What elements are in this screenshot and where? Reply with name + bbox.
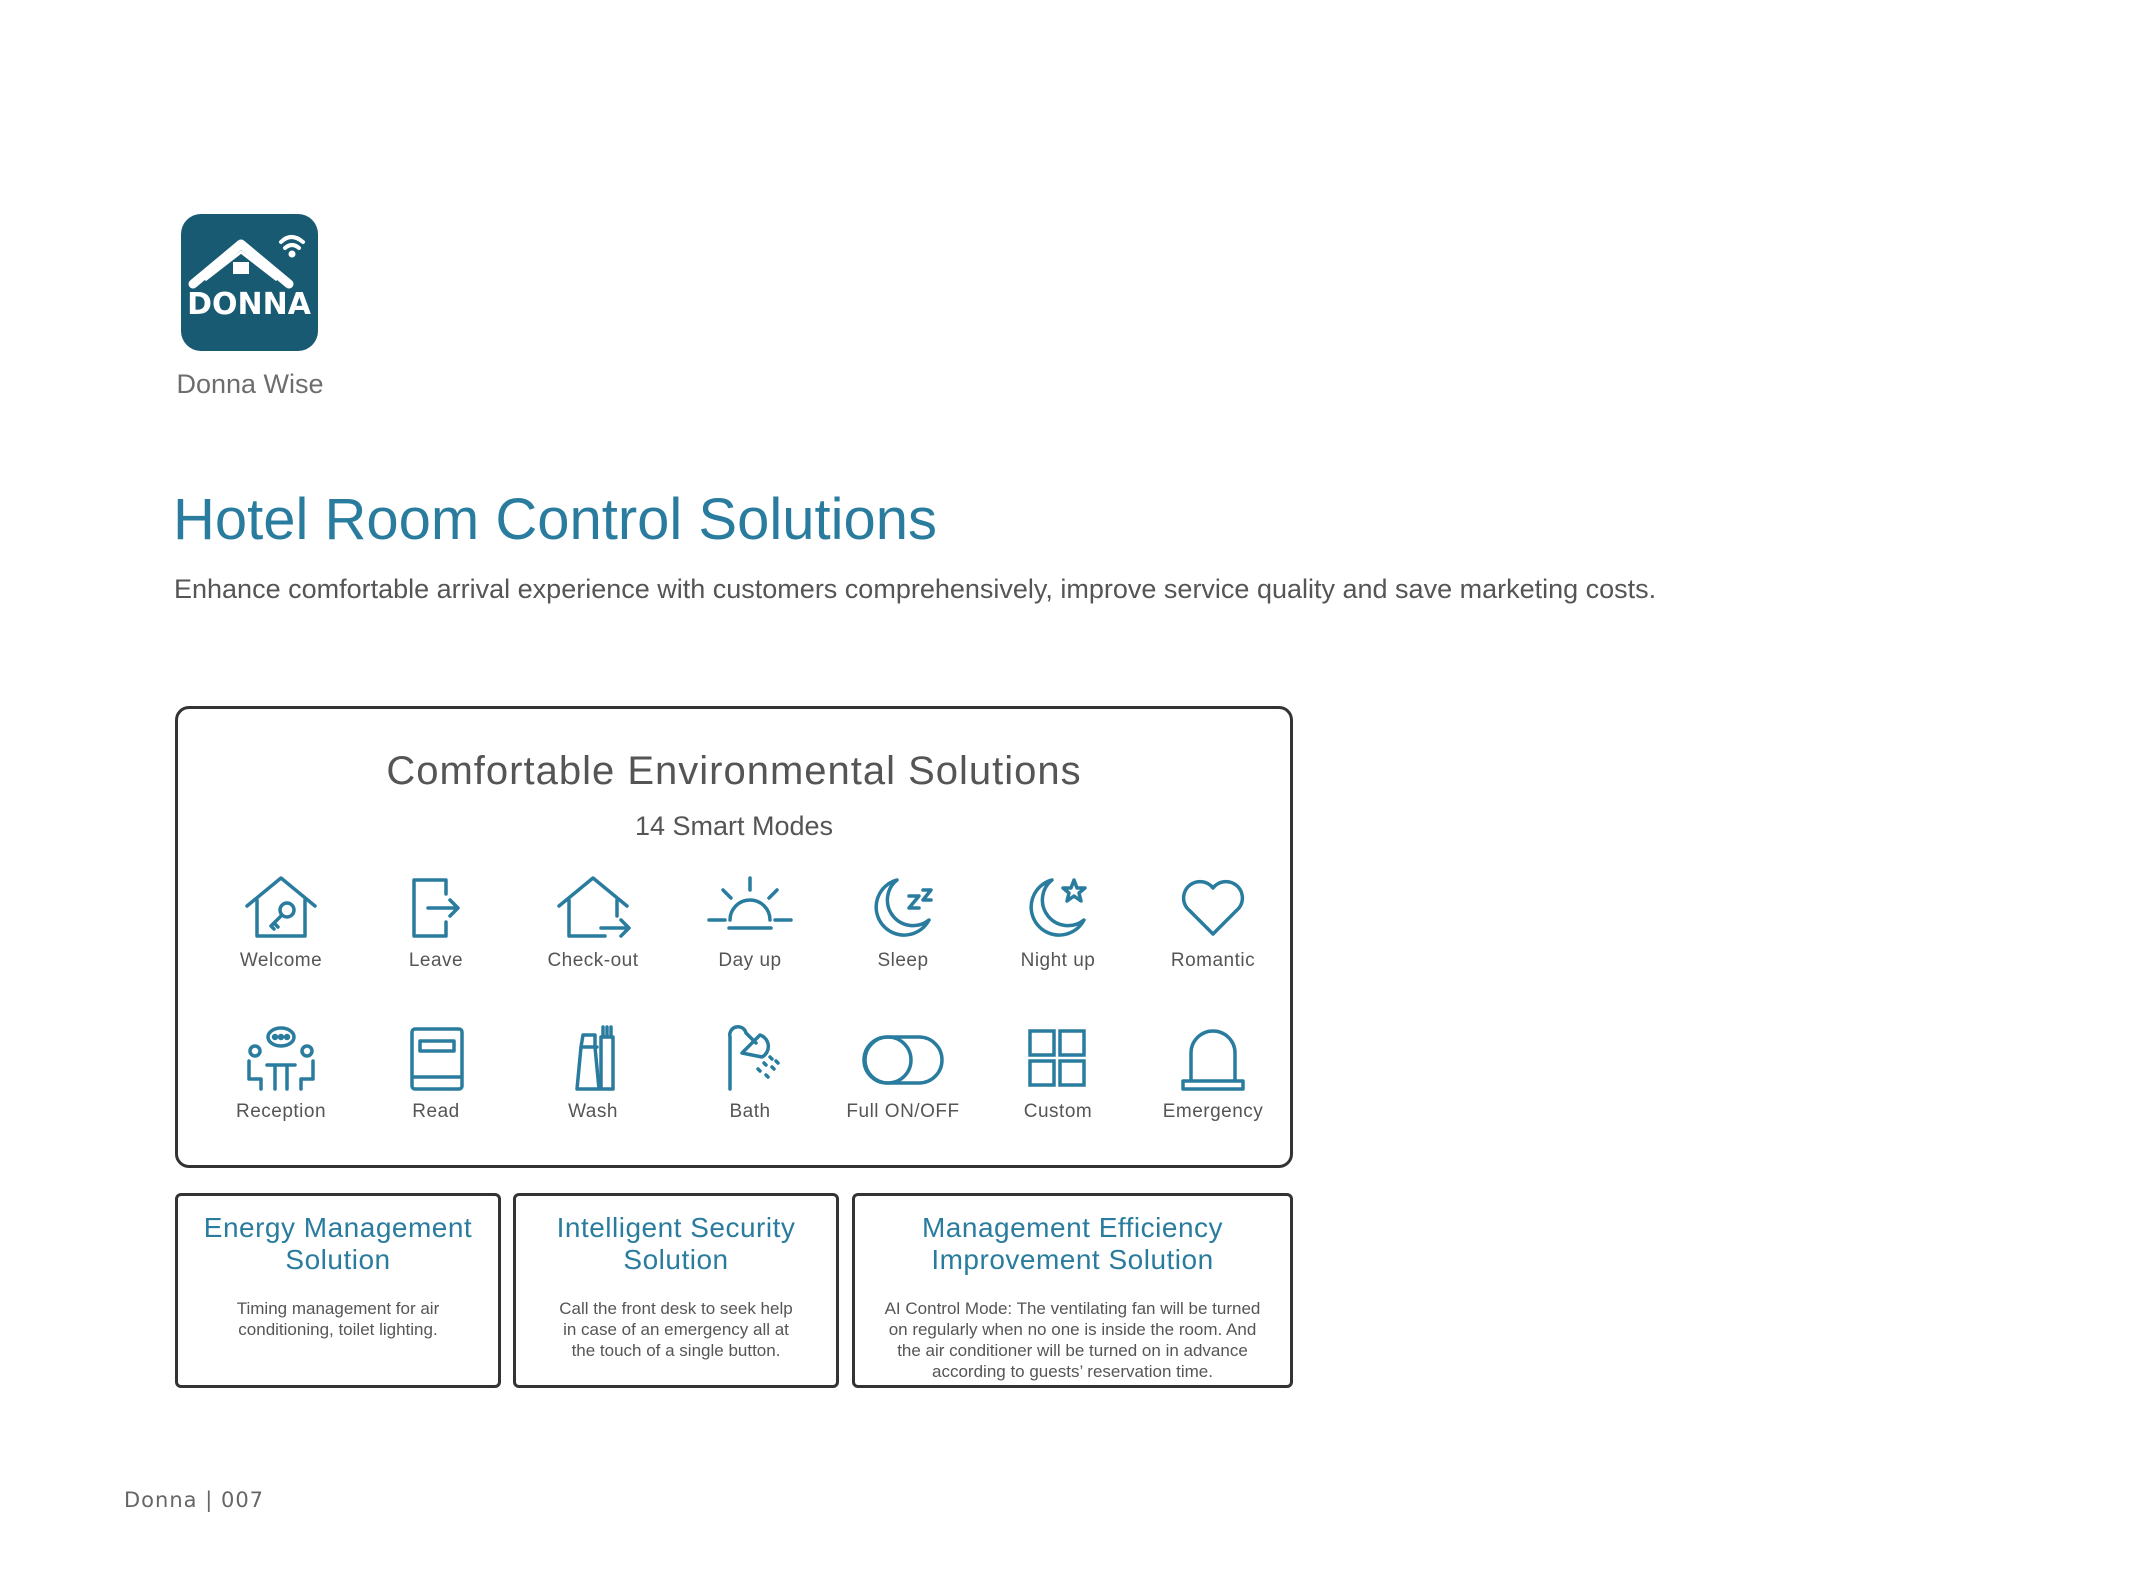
app-logo	[181, 214, 318, 351]
meeting-icon	[241, 1023, 321, 1095]
mode-sleep	[833, 872, 973, 972]
environment-title: Comfortable Environmental Solutions	[386, 749, 1082, 793]
heart-icon	[1173, 872, 1253, 944]
mode-label: Reception	[235, 1101, 327, 1122]
mode-bath	[680, 1023, 820, 1123]
mode-read	[366, 1023, 506, 1123]
house-wifi-logo-icon	[181, 214, 318, 351]
book-icon	[396, 1023, 476, 1095]
mode-label: Night up	[1020, 950, 1096, 971]
page-title: Hotel Room Control Solutions	[173, 487, 938, 552]
mode-label: Leave	[408, 950, 464, 971]
page-number: 007	[220, 1488, 265, 1512]
mode-night-up	[988, 872, 1128, 972]
page-footer	[124, 1488, 264, 1512]
environment-subtitle: 14 Smart Modes	[634, 811, 834, 841]
mode-label: Welcome	[239, 950, 323, 971]
footer-brand: Donna	[124, 1488, 198, 1512]
mode-full-on-off	[833, 1023, 973, 1123]
moon-zzz-icon	[863, 872, 943, 944]
card-text: Timing management for air conditioning, toilet lighting.	[236, 1299, 440, 1339]
mode-reception	[211, 1023, 351, 1123]
exit-door-icon	[396, 872, 476, 944]
mode-label: Emergency	[1162, 1101, 1264, 1122]
mode-label: Wash	[568, 1101, 618, 1122]
house-key-icon	[241, 872, 321, 944]
mode-wash	[523, 1023, 663, 1123]
mode-leave	[366, 872, 506, 972]
mode-label: Romantic	[1170, 950, 1256, 971]
card-title: Energy Management Solution	[203, 1212, 473, 1275]
mode-label: Day up	[718, 950, 782, 971]
mode-romantic	[1143, 872, 1283, 972]
mode-welcome	[211, 872, 351, 972]
toggle-icon	[858, 1023, 948, 1095]
shower-icon	[710, 1023, 790, 1095]
environment-panel	[175, 706, 1293, 1168]
card-title: Intelligent Security Solution	[556, 1212, 796, 1275]
card-management-efficiency	[852, 1193, 1293, 1388]
card-energy-management	[175, 1193, 501, 1388]
footer-separator: |	[197, 1488, 221, 1512]
page-subtitle: Enhance comfortable arrival experience with customers comprehensively, improve service quality and save marketing costs.	[174, 574, 1657, 604]
mode-emergency	[1143, 1023, 1283, 1123]
app-name: Donna Wise	[176, 369, 324, 399]
logo-text: DONNA	[187, 287, 311, 322]
toiletries-icon	[553, 1023, 633, 1095]
card-text: AI Control Mode: The ventilating fan will be turned on regularly when no one is inside the room. And the air conditioner will be turned on in advance according to guests’ reservation time.	[884, 1299, 1261, 1381]
mode-custom	[988, 1023, 1128, 1123]
alarm-bell-icon	[1173, 1023, 1253, 1095]
grid-icon	[1018, 1023, 1098, 1095]
mode-label: Read	[412, 1101, 460, 1122]
card-title: Management Efficiency Improvement Solution	[921, 1212, 1224, 1275]
mode-label: Bath	[729, 1101, 771, 1122]
card-intelligent-security	[513, 1193, 839, 1388]
moon-star-icon	[1018, 872, 1098, 944]
mode-label: Check-out	[547, 950, 639, 971]
mode-day-up	[680, 872, 820, 972]
sunrise-icon	[705, 872, 795, 944]
house-arrow-icon	[553, 872, 633, 944]
mode-label: Sleep	[877, 950, 929, 971]
card-text: Call the front desk to seek help in case of an emergency all at the touch of a single button.	[559, 1299, 793, 1360]
mode-label: Custom	[1023, 1101, 1093, 1122]
mode-check-out	[523, 872, 663, 972]
mode-label: Full ON/OFF	[846, 1101, 960, 1122]
